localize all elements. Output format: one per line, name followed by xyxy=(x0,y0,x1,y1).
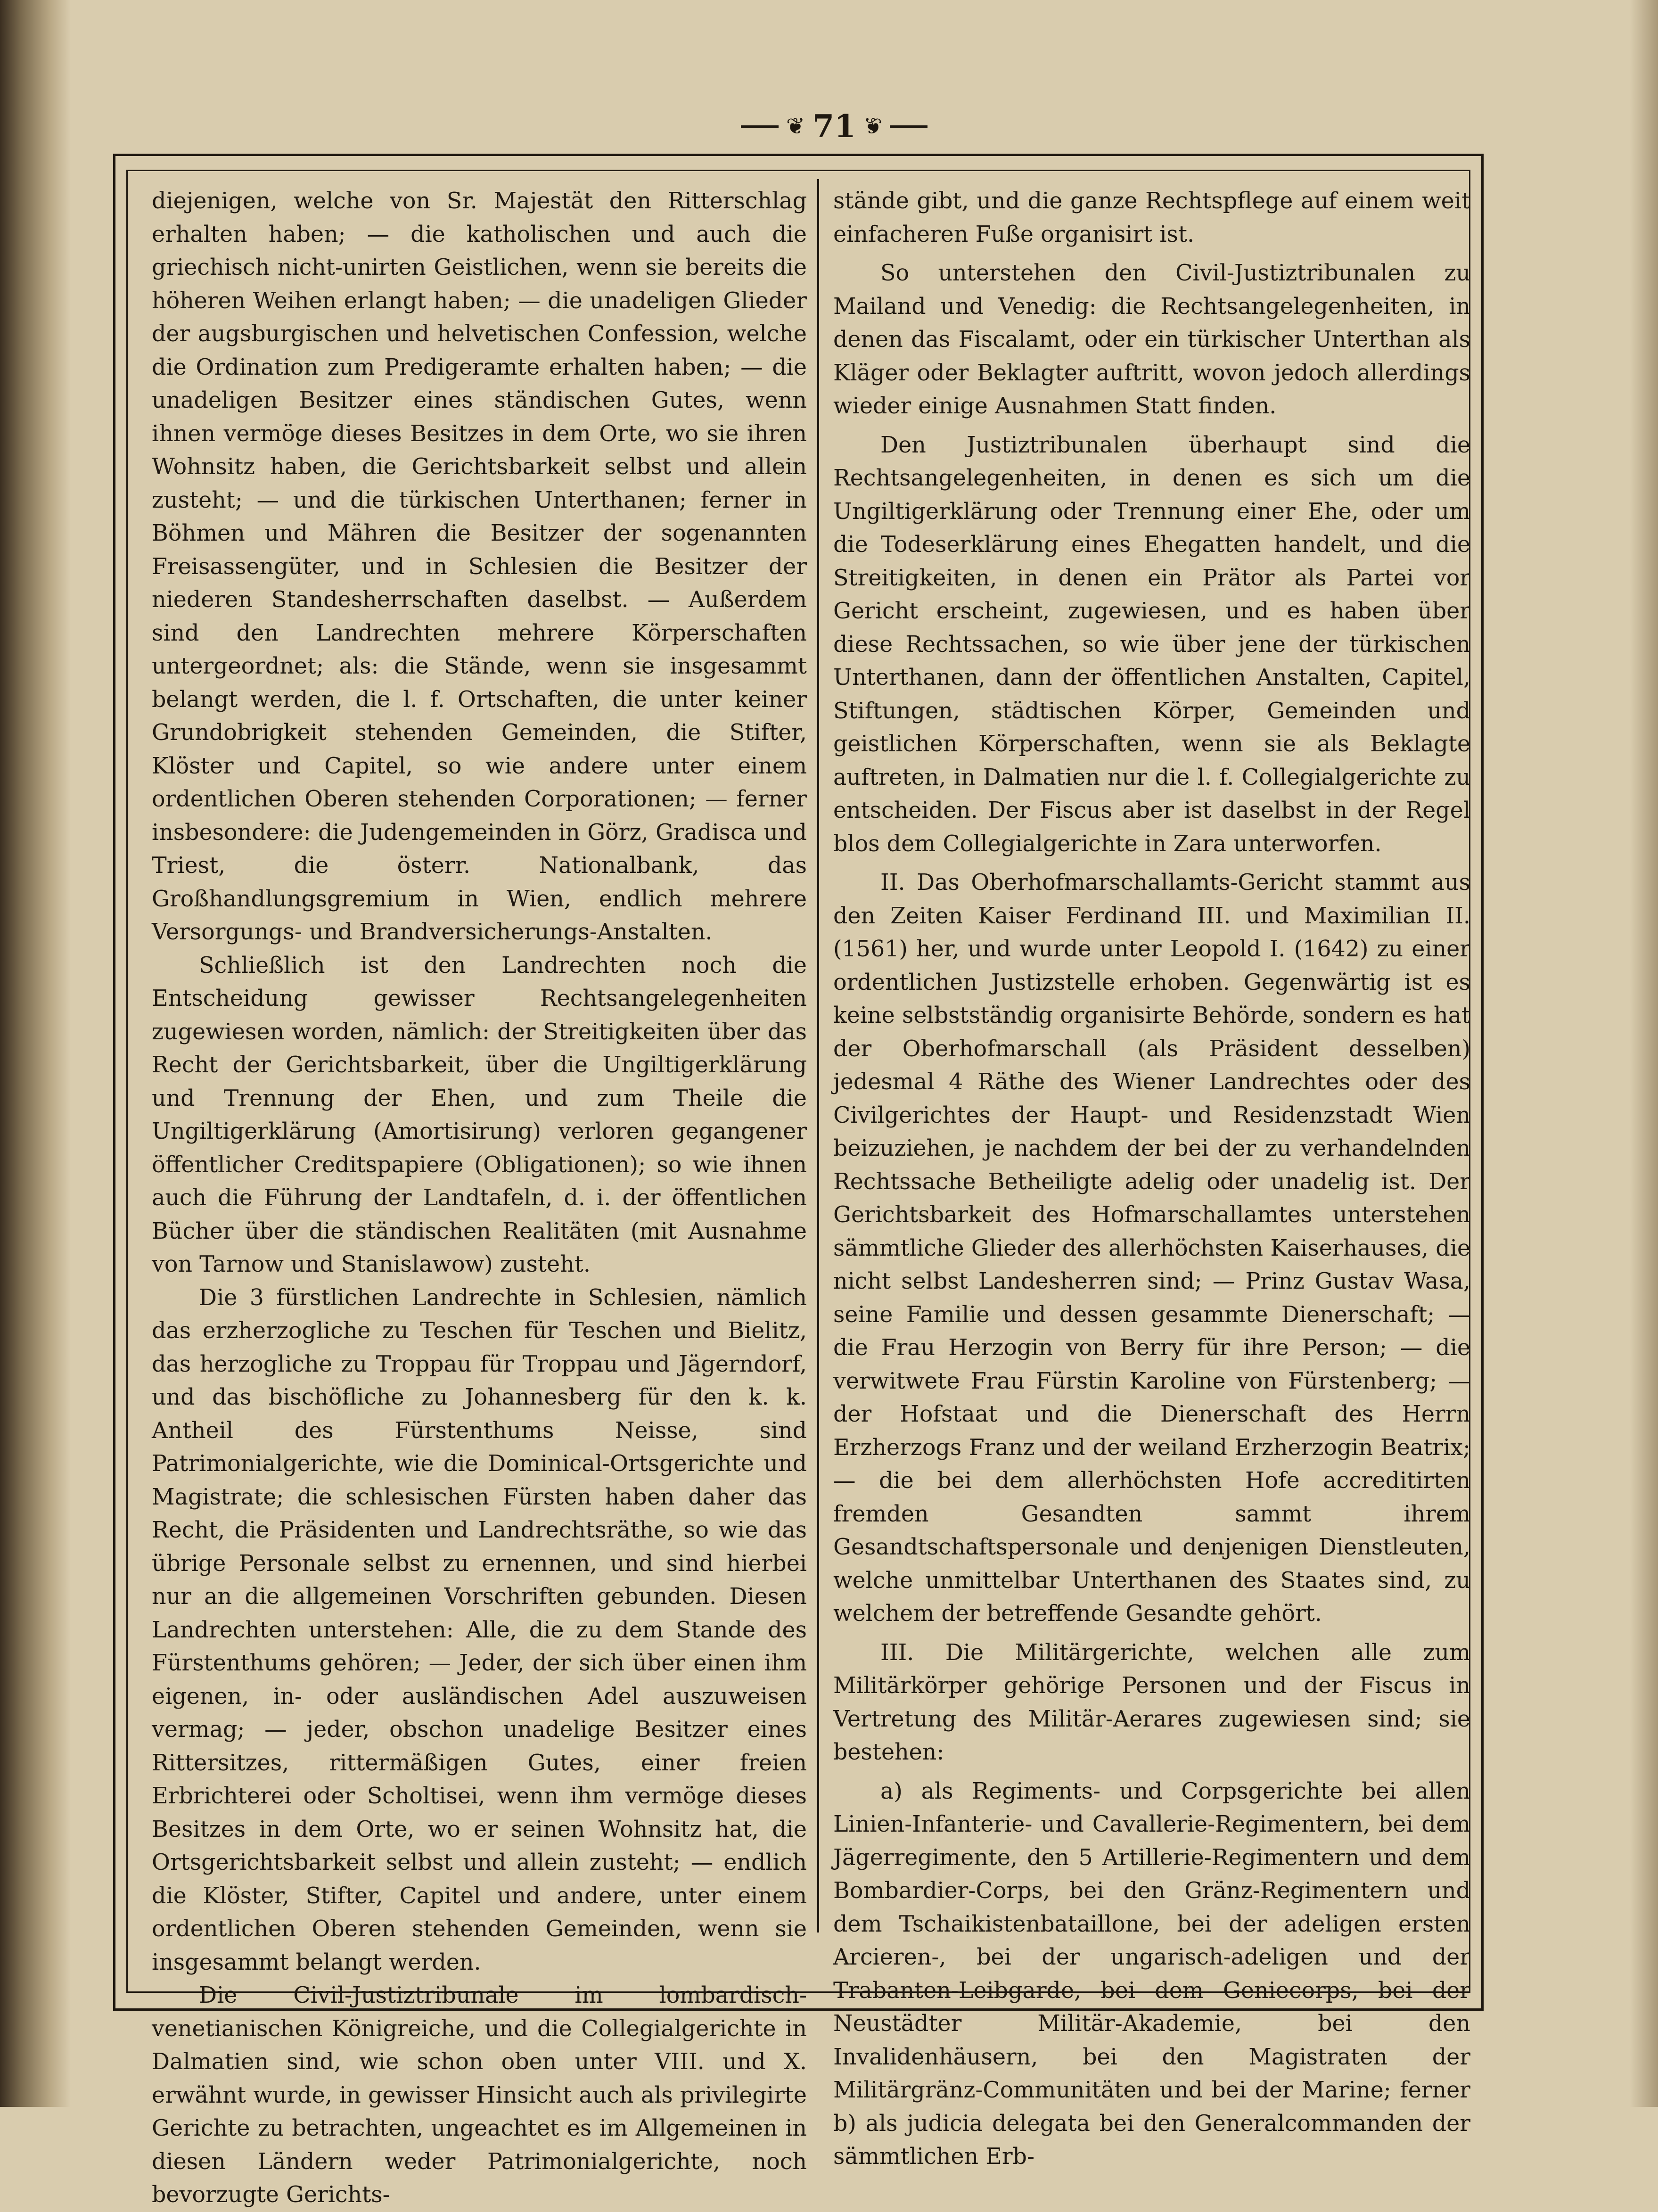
ornament-left-icon: ❦ xyxy=(786,113,805,140)
left-paragraph-2: Schließlich ist den Landrechten noch die Entscheidung gewisser Rechtsangelegenheiten zugewiesen worden, nämlich: der Streitigkeiten über das Recht der Gerichtsbarkeit, über die Ungiltigerklärung und Trennung der Ehen, und zum Theile die Ungiltigerklärung (Amortisirung) verloren gegangener öffentlicher Creditspapiere (Obligationen); so wie ihnen auch die Führung der Landtafeln, d. i. der öffentlichen Bücher über die ständischen Realitäten (mit Ausnahme von Tarnow und Stanislawow) zusteht. xyxy=(152,952,807,1277)
left-paragraph-1: diejenigen, welche von Sr. Majestät den Ritterschlag erhalten haben; — die katholischen und auch die griechisch nicht-unirten Geistlichen, wenn sie bereits die höheren Weihen erlangt haben; — die unadeligen Glieder der augsburgischen und helvetischen Confession, welche die Ordination zum Predigeramte erhalten haben; — die unadeligen Besitzer eines ständischen Gutes, wenn ihnen vermöge dieses Besitzes in dem Orte, wo sie ihren Wohnsitz haben, die Gerichtsbarkeit selbst und allein zusteht; — und die türkischen Unterthanen; ferner in Böhmen und Mähren die Besitzer der sogenannten Freisassengüter, und in Schlesien die Besitzer der niederen Standesherrschaften daselbst. — Außerdem sind den Landrechten mehrere Körperschaften untergeordnet; als: die Stände, wenn sie insgesammt belangt werden, die l. f. Ortschaften, die unter keiner Grundobrigkeit stehenden Gemeinden, die Stifter, Klöster und Capitel, so wie andere unter einem ordentlichen Oberen stehenden Corporationen; — ferner insbesondere: die Judengemeinden in Görz, Gradisca und Triest, die österr. Nationalbank, das Großhandlungsgremium in Wien, endlich mehrere Versorgungs- und Brandversicherungs-Anstalten. xyxy=(152,188,807,945)
left-paragraph-3: Die 3 fürstlichen Landrechte in Schlesien, nämlich das erzherzogliche zu Teschen für Teschen und Bielitz, das herzogliche zu Troppau für Troppau und Jägerndorf, und das bischöfliche zu Johannesberg für den k. k. Antheil des Fürstenthums Neisse, sind Patrimonialgerichte, wie die Dominical-Ortsgerichte und Magistrate; die schlesischen Fürsten haben daher das Recht, die Präsidenten und Landrechtsräthe, so wie das übrige Personale selbst zu ernennen, und sind hierbei nur an die allgemeinen Vorschriften gebunden. Diesen Landrechten unterstehen: Alle, die zu dem Stande des Fürstenthums gehören; — Jeder, der sich über einen ihm eigenen, in- oder ausländischen Adel auszuweisen vermag; — jeder, obschon unadelige Besitzer eines Rittersitzes, rittermäßigen Gutes, einer freien Erbrichterei oder Scholtisei, wenn ihm vermöge dieses Besitzes in dem Orte, wo er seinen Wohnsitz hat, die Ortsgerichtsbarkeit selbst und allein zusteht; — endlich die Klöster, Stifter, Capitel und andere, unter einem ordentlichen Oberen stehenden Gemeinden, wenn sie insgesammt belangt werden. xyxy=(152,1284,807,1975)
right-paragraph-3: Den Justiztribunalen überhaupt sind die Rechtsangelegenheiten, in denen es sich um die Ungiltigerklärung oder Trennung einer Ehe, oder um die Todeserklärung eines Ehegatten handelt, und die Streitigkeiten, in denen ein Prätor als Partei vor Gericht erscheint, zugewiesen, und es haben über diese Rechtssachen, so wie über jene der türkischen Unterthanen, dann der öffentlichen Anstalten, Capitel, Stiftungen, städtischen Körper, Gemeinden und geistlichen Körperschaften, wenn sie als Beklagte auftreten, in Dalmatien nur die l. f. Collegialgerichte zu entscheiden. Der Fiscus aber ist daselbst in der Regel blos dem Collegialgerichte in Zara unterworfen. xyxy=(833,432,1470,857)
page-number: 71 xyxy=(813,108,856,145)
ornament-right-icon: ❦ xyxy=(863,113,883,140)
book-spine-shadow xyxy=(0,0,71,2107)
right-column xyxy=(833,185,1470,2170)
page-edge xyxy=(1630,0,1658,2107)
header-rule-right xyxy=(890,125,927,128)
right-paragraph-6: a) als Regiments- und Corpsgerichte bei allen Linien-Infanterie- und Cavallerie-Regimentern, bei dem Jägerregimente, den 5 Artillerie-Regimentern und dem Bombardier-Corps, bei den Gränz-Regimentern und dem Tschaikistenbataillone, bei der adeligen ersten Arcieren-, bei der ungarisch-adeligen und der Trabanten-Leibgarde, bei dem Geniecorps, bei der Neustädter Militär-Akademie, bei den Invalidenhäusern, bei den Magistraten der Militärgränz-Communitäten und bei der Marine; ferner b) als judicia delegata bei den Generalcommanden der sämmtlichen Erb- xyxy=(833,1778,1470,2170)
right-paragraph-2: So unterstehen den Civil-Justiztribunalen zu Mailand und Venedig: die Rechtsangelegenheiten, in denen das Fiscalamt, oder ein türkischer Unterthan als Kläger oder Beklagter auftritt, wovon jedoch allerdings wieder einige Ausnahmen Statt finden. xyxy=(833,260,1470,419)
right-paragraph-4: II. Das Oberhofmarschallamts-Gericht stammt aus den Zeiten Kaiser Ferdinand III. und Maximilian II. (1561) her, und wurde unter Leopold I. (1642) zu einer ordentlichen Justizstelle erhoben. Gegenwärtig ist es keine selbstständig organisirte Behörde, sondern es hat der Oberhofmarschall (als Präsident desselben) jedesmal 4 Räthe des Wiener Landrechtes oder des Civilgerichtes der Haupt- und Residenzstadt Wien beizuziehen, je nachdem der bei der zu verhandelnden Rechtssache Betheiligte adelig oder unadelig ist. Der Gerichtsbarkeit des Hofmarschallamtes unterstehen sämmtliche Glieder des allerhöchsten Kaiserhauses, die nicht selbst Landesherren sind; — Prinz Gustav Wasa, seine Familie und dessen gesammte Dienerschaft; — die Frau Herzogin von Berry für ihre Person; — die verwitwete Frau Fürstin Karoline von Fürstenberg; — der Hofstaat und die Dienerschaft des Herrn Erzherzogs Franz und der weiland Erzherzogin Beatrix; — die bei dem allerhöchsten Hofe accreditirten fremden Gesandten sammt ihrem Gesandtschaftspersonale und denjenigen Dienstleuten, welche unmittelbar Unterthanen des Staates sind, zu welchem der betreffende Gesandte gehört. xyxy=(833,870,1470,1627)
right-paragraph-1: stände gibt, und die ganze Rechtspflege auf einem weit einfacheren Fuße organisirt ist. xyxy=(833,188,1470,247)
column-divider xyxy=(817,179,819,1932)
header-rule-left xyxy=(741,125,779,128)
left-column xyxy=(152,185,807,2208)
page-header xyxy=(716,107,952,145)
right-paragraph-5: III. Die Militärgerichte, welchen alle zum Militärkörper gehörige Personen und der Fiscus in Vertretung des Militär-Aerares zugewiesen sind; sie bestehen: xyxy=(833,1639,1470,1765)
left-paragraph-4: Die Civil-Justiztribunale im lombardisch-venetianischen Königreiche, und die Collegialgerichte in Dalmatien sind, wie schon oben unter VIII. und X. erwähnt wurde, in gewisser Hinsicht auch als privilegirte Gerichte zu betrachten, ungeachtet es im Allgemeinen in diesen Ländern weder Patrimonialgerichte, noch bevorzugte Gerichts- xyxy=(152,1982,807,2208)
